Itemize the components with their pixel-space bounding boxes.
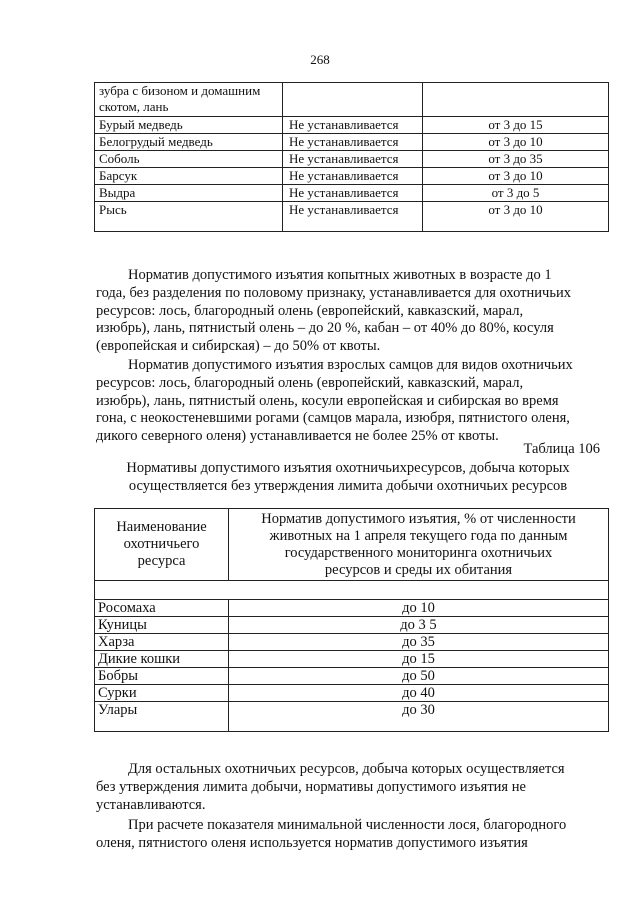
table-cell: Не устанавливается xyxy=(283,117,423,134)
table-cell: от 3 до 15 xyxy=(423,117,609,134)
header-harvest-norm xyxy=(229,509,609,581)
paragraph-other-resources xyxy=(96,761,602,814)
table-cell-name: Сурки xyxy=(95,685,229,702)
table-cell xyxy=(283,83,423,117)
table-row xyxy=(95,634,609,651)
table-cell-name: Дикие кошки xyxy=(95,651,229,668)
header-line: ресурсов и среды их обитания xyxy=(324,561,513,578)
caption-line: осуществляется без утверждения лимита добычи охотничьих ресурсов xyxy=(128,478,568,494)
paragraph-adult-males xyxy=(96,357,602,446)
paragraph-young-ungulates xyxy=(96,267,602,356)
table-row xyxy=(95,600,609,617)
table-row xyxy=(95,185,609,202)
table-spacer-row xyxy=(95,581,609,600)
header-line: Наименование xyxy=(116,519,207,535)
table-cell-value: до 15 xyxy=(229,651,609,668)
table-cell xyxy=(423,83,609,117)
page-number: 268 xyxy=(310,52,330,67)
table-caption xyxy=(90,459,606,495)
table-number-label: Таблица 106 xyxy=(523,441,600,457)
table-cell-value: до 35 xyxy=(229,634,609,651)
table-cell: от 3 до 10 xyxy=(423,134,609,151)
table-cell-name: зубра с бизоном и домашним скотом, лань xyxy=(95,83,283,117)
header-line: охотничьего xyxy=(123,536,200,552)
table-row xyxy=(95,117,609,134)
table-cell: от 3 до 5 xyxy=(423,185,609,202)
text-line: Норматив допустимого изъятия взрослых самцов для видов охотничьих xyxy=(128,357,573,373)
text-line: без утверждения лимита добычи, нормативы допустимого изъятия не xyxy=(96,778,526,795)
header-resource-name xyxy=(95,509,229,581)
table-cell: Не устанавливается xyxy=(283,168,423,185)
table-cell-name: Соболь xyxy=(95,151,283,168)
text-line: (европейская и сибирская) – до 50% от квоты. xyxy=(96,338,381,355)
table-cell: от 3 до 10 xyxy=(423,168,609,185)
text-line: дикого северного оленя) устанавливается не более 25% от квоты. xyxy=(96,428,499,445)
table-cell-name: Рысь xyxy=(95,202,283,232)
table-row xyxy=(95,168,609,185)
text-line: устанавливаются. xyxy=(96,796,206,813)
text-line: изюбрь), лань, пятнистый олень, косули европейская и сибирская во время xyxy=(96,392,559,409)
table-cell-name: Улары xyxy=(95,702,229,732)
text-line: ресурсов: лось, благородный олень (европейский, кавказский, марал, xyxy=(96,374,524,391)
text-line: изюбрь), лань, пятнистый олень – до 20 %, кабан – от 40% до 80%, косуля xyxy=(96,320,554,337)
table-cell-name: Куницы xyxy=(95,617,229,634)
harvest-norms-table xyxy=(94,508,609,732)
header-line: ресурса xyxy=(137,553,186,569)
table-row xyxy=(95,617,609,634)
paragraph-minimum-population xyxy=(96,817,602,853)
table-row xyxy=(95,668,609,685)
text-line: гона, с неокостеневшими рогами (самцов марала, изюбря, пятнистого оленя, xyxy=(96,410,570,427)
text-line: При расчете показателя минимальной численности лося, благородного xyxy=(128,817,567,833)
header-line: государственного мониторинга охотничьих xyxy=(284,544,553,561)
table-cell-name: Харза xyxy=(95,634,229,651)
table-cell-value: до 10 xyxy=(229,600,609,617)
table-cell-value: до 40 xyxy=(229,685,609,702)
table-cell: от 3 до 35 xyxy=(423,151,609,168)
table-row xyxy=(95,685,609,702)
header-line: животных на 1 апреля текущего года по данным xyxy=(269,527,568,544)
table-cell: Не устанавливается xyxy=(283,202,423,232)
table-cell-name: Бобры xyxy=(95,668,229,685)
table-cell-name: Выдра xyxy=(95,185,283,202)
table-cell-value: до 30 xyxy=(229,702,609,732)
caption-line: Нормативы допустимого изъятия охотничьихресурсов, добыча которых xyxy=(126,460,570,476)
header-line: Норматив допустимого изъятия, % от численности xyxy=(261,510,576,527)
table-cell-name: Бурый медведь xyxy=(95,117,283,134)
text-line: Норматив допустимого изъятия копытных животных в возрасте до 1 xyxy=(128,267,552,283)
table-cell-name: Барсук xyxy=(95,168,283,185)
table-cell-name: Белогрудый медведь xyxy=(95,134,283,151)
table-cell: от 3 до 10 xyxy=(423,202,609,232)
table-row xyxy=(95,134,609,151)
table-cell-value: до 3 5 xyxy=(229,617,609,634)
table-cell: Не устанавливается xyxy=(283,151,423,168)
table-cell: Не устанавливается xyxy=(283,134,423,151)
text-line: ресурсов: лось, благородный олень (европейский, кавказский, марал, xyxy=(96,302,524,319)
table-row xyxy=(95,202,609,232)
table-cell-name: Росомаха xyxy=(95,600,229,617)
text-line: Для остальных охотничьих ресурсов, добыча которых осуществляется xyxy=(128,761,565,777)
table-row xyxy=(95,651,609,668)
table-cell-value: до 50 xyxy=(229,668,609,685)
table-header-row xyxy=(95,509,609,581)
text-line: оленя, пятнистого оленя используется норматив допустимого изъятия xyxy=(96,834,528,851)
table-cell: Не устанавливается xyxy=(283,185,423,202)
table-row xyxy=(95,151,609,168)
text-line: года, без разделения по половому признаку, устанавливается для охотничьих xyxy=(96,284,571,301)
table-row xyxy=(95,83,609,117)
table-row xyxy=(95,702,609,732)
quota-table-continued xyxy=(94,82,609,232)
